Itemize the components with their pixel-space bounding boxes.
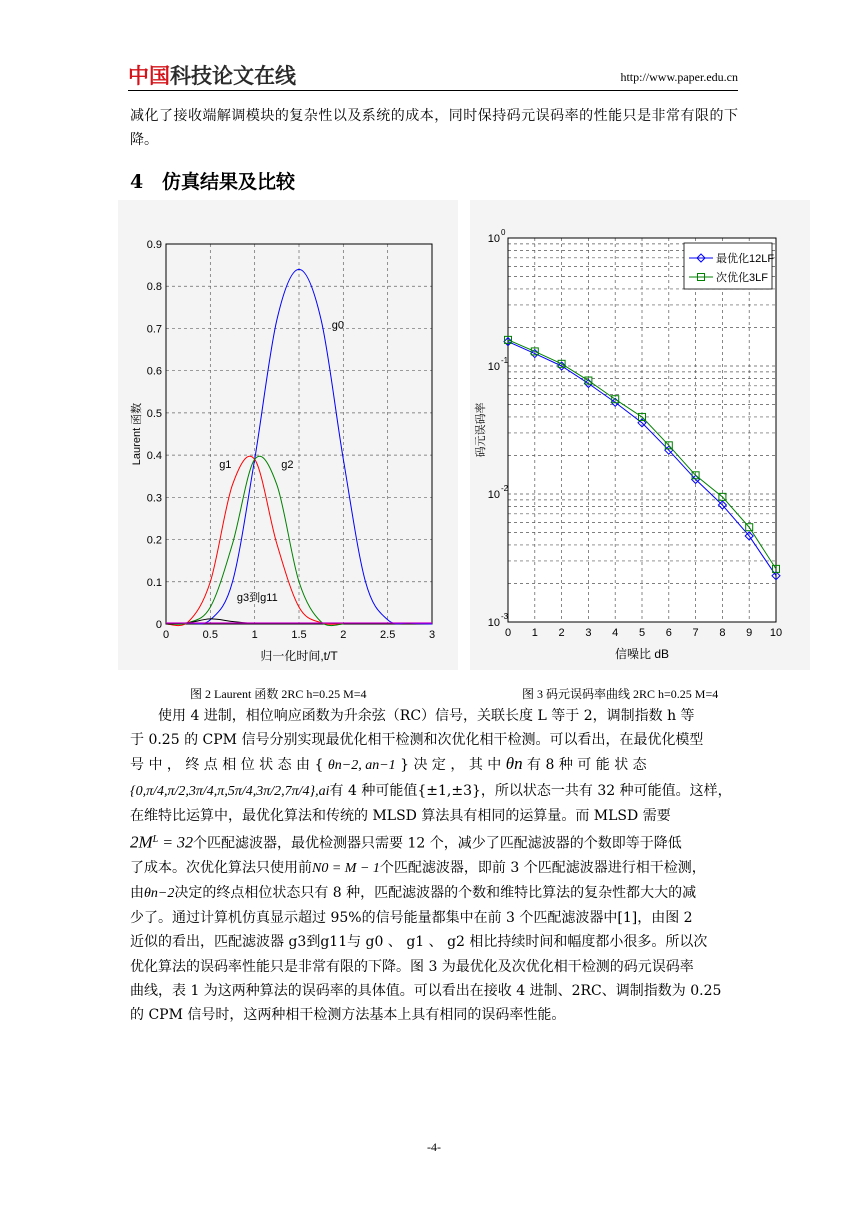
x-tick-label: 3 (428, 629, 436, 641)
figure2-label-g0: g0 (331, 319, 345, 332)
y-tick-label: 0.4 (146, 450, 162, 463)
para-line-11: 优化算法的误码率性能只是非常有限的下降。图 3 为最优化及次优化相干检测的码元误码率 (130, 958, 694, 975)
x-tick-label: 2 (340, 629, 347, 641)
y-tick-exponent: -3 (501, 612, 509, 621)
main-paragraph (130, 704, 738, 1027)
x-tick-label: 9 (746, 627, 753, 639)
x-tick-label: 3 (585, 627, 592, 639)
section-title: 仿真结果及比较 (162, 171, 296, 193)
para-line-1: 使用 4 进制，相位响应函数为升余弦（RC）信号，关联长度 L 等于 2，调制指数 h 等 (158, 708, 695, 724)
y-tick-exponent: -2 (501, 484, 509, 493)
para-line-8: 由θn−2决定的终点相位状态只有 8 种，匹配滤波器的个数和维特比算法的复杂性都大大的减 (130, 885, 697, 902)
x-tick-label: 4 (612, 627, 619, 639)
figure2-label-g3-g11: g3到g11 (236, 591, 278, 604)
x-tick-label: 0.5 (202, 629, 218, 641)
figure2-chart (118, 200, 458, 670)
x-tick-label: 2 (558, 627, 565, 639)
para-line-5: 在维特比运算中，最优化算法和传统的 MLSD 算法具有相同的运算量。而 MLSD 需要 (130, 807, 671, 824)
x-tick-label: 6 (665, 627, 672, 639)
site-logo: 中国科技论文在线 (128, 64, 296, 88)
y-tick-exponent: 0 (501, 228, 506, 237)
y-tick-label: 0.7 (146, 323, 162, 336)
figure3-chart (470, 200, 810, 670)
y-tick-label: 0 (155, 619, 162, 631)
figure3-ylabel: 码元误码率 (475, 402, 487, 458)
para-line-2: 于 0.25 的 CPM 信号分别实现最优化相干检测和次优化相干检测。可以看出，在最优化模型 (130, 732, 704, 749)
x-tick-label: 8 (719, 627, 726, 639)
intro-paragraph: 减化了接收端解调模块的复杂性以及系统的成本，同时保持码元误码率的性能只是非常有限的下降。 (130, 108, 738, 149)
y-tick-label: 0.9 (146, 239, 162, 251)
section-number: 4 (130, 171, 144, 193)
figure3-caption: 图 3 码元误码率曲线 2RC h=0.25 M=4 (522, 687, 719, 701)
para-line-4: {0,π/4,π/2,3π/4,π,5π/4,3π/2,7π/4},ai有 4 种可能值{±1,±3}，所以状态一共有 32 种可能值。这样， (130, 782, 732, 799)
y-tick-label: 0.2 (146, 534, 162, 547)
figure3-plot-frame (508, 238, 776, 622)
y-tick-label: 0.6 (146, 365, 162, 378)
para-line-6: $2M^L = 32$个匹配滤波器，最优检测器只需要 12 个，减少了匹配滤波器的个数即等于降低 (130, 832, 682, 852)
figure2-label-g2: g2 (281, 458, 294, 471)
y-tick-label: 10 (487, 489, 500, 501)
x-tick-label: 5 (638, 627, 646, 639)
para-line-13: 的 CPM 信号时，这两种相干检测方法基本上具有相同的误码率性能。 (130, 1007, 566, 1024)
y-tick-label: 0.8 (146, 281, 162, 294)
figure3-xlabel: 信噪比 dB (614, 647, 670, 661)
x-tick-label: 7 (692, 627, 699, 639)
x-tick-label: 1.5 (291, 629, 307, 641)
legend-label-suboptimal: 次优化3LF (716, 272, 768, 284)
legend-label-optimal: 最优化12LF (716, 253, 775, 265)
x-tick-label: 0 (504, 627, 512, 639)
page-number: -4- (427, 1140, 441, 1154)
para-line-3: 号 中 ， 终 点 相 位 状 态 由 { θn−2, an−1 } 决 定 ， 其 中 θn 有 8 种 可 能 状 态 (130, 754, 647, 774)
header-url[interactable]: http://www.paper.edu.cn (620, 70, 738, 84)
y-tick-label: 0.1 (146, 576, 162, 589)
x-tick-label: 10 (769, 627, 783, 639)
para-line-10: 近似的看出，匹配滤波器 g3到g11与 g0 、 g1 、 g2 相比持续时间和幅度都小很多。所以次 (130, 934, 708, 951)
figure2-caption: 图 2 Laurent 函数 2RC h=0.25 M=4 (190, 687, 367, 701)
y-tick-label: 10 (487, 361, 500, 373)
header-divider (128, 90, 738, 91)
para-line-7: 了成本。次优化算法只使用前N0 = M − 1个匹配滤波器，即前 3 个匹配滤波器进行相干检测， (130, 859, 706, 876)
figure3-legend (684, 243, 774, 289)
figure2-ylabel: Laurent 函数 (131, 402, 143, 466)
para-line-9: 少了。通过计算机仿真显示超过 95%的信号能量都集中在前 3 个匹配滤波器中[1]，由图 2 (130, 910, 693, 927)
figure2-background (118, 200, 458, 670)
y-tick-label: 10 (487, 233, 500, 245)
x-tick-label: 2.5 (380, 629, 396, 641)
para-line-12: 曲线，表 1 为这两种算法的误码率的具体值。可以看出在接收 4 进制、2RC、调制指数为 0.25 (130, 982, 722, 999)
x-tick-label: 1 (531, 627, 538, 639)
y-tick-label: 0.3 (146, 492, 162, 505)
y-tick-label: 0.5 (146, 407, 162, 420)
x-tick-label: 1 (251, 629, 258, 641)
figure2-xlabel: 归一化时间,t/T (260, 649, 338, 663)
x-tick-label: 0 (162, 629, 170, 641)
figure2-label-g1: g1 (219, 458, 232, 471)
y-tick-exponent: -1 (501, 356, 509, 365)
y-tick-label: 10 (487, 617, 500, 629)
section-heading (130, 167, 295, 194)
